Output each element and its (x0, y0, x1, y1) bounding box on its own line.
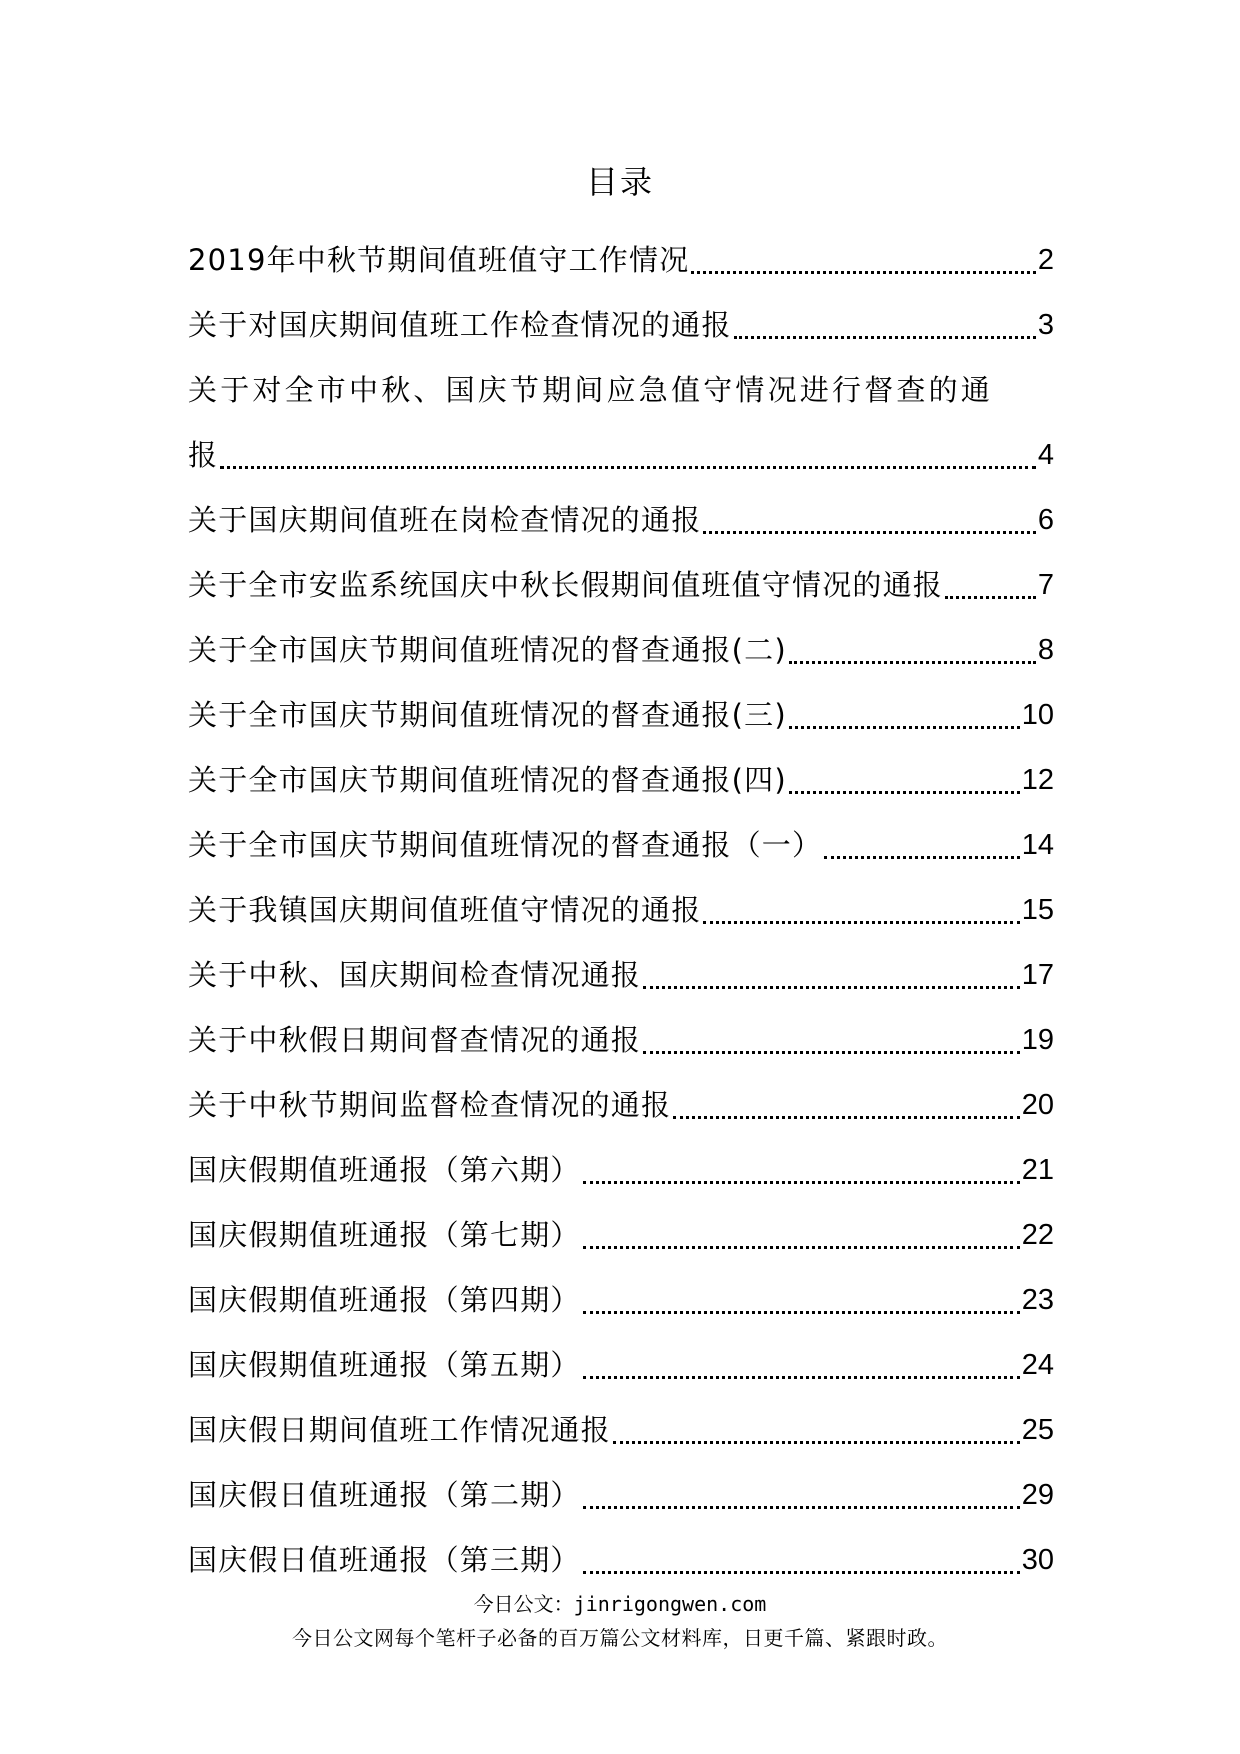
toc-entry[interactable] (188, 800, 1054, 865)
dot-leader (583, 1505, 1020, 1509)
dot-leader (583, 1245, 1020, 1249)
toc-entry-title-line1: 关于对全市中秋、国庆节期间应急值守情况进行督查的通 (188, 373, 994, 407)
toc-entry[interactable] (188, 475, 1054, 540)
toc-entry-page: 15 (1021, 894, 1054, 926)
toc-entry-page: 19 (1021, 1024, 1054, 1056)
toc-entry-page: 17 (1021, 959, 1054, 991)
toc-entry[interactable] (188, 865, 1054, 930)
table-of-contents (188, 226, 1054, 1580)
toc-entry-page: 2 (1037, 244, 1054, 276)
toc-entry-title: 关于全市国庆节期间值班情况的督查通报(二) (188, 633, 787, 667)
toc-entry[interactable] (188, 1255, 1054, 1320)
toc-entry-page: 4 (1037, 439, 1054, 471)
toc-entry[interactable] (188, 995, 1054, 1060)
toc-entry-title: 关于国庆期间值班在岗检查情况的通报 (188, 503, 702, 537)
toc-entry[interactable] (188, 226, 1054, 280)
toc-entry[interactable] (188, 605, 1054, 670)
toc-entry-title: 关于全市安监系统国庆中秋长假期间值班值守情况的通报 (188, 568, 944, 602)
toc-entry[interactable] (188, 1125, 1054, 1190)
toc-entry-title: 国庆假日期间值班工作情况通报 (188, 1413, 611, 1447)
footer-site-link[interactable]: jinrigongwen.com (573, 1592, 767, 1616)
dot-leader (220, 465, 1036, 469)
toc-entry-page: 22 (1021, 1219, 1054, 1251)
toc-entry[interactable] (188, 540, 1054, 605)
toc-entry[interactable] (188, 1385, 1054, 1450)
toc-entry[interactable] (188, 280, 1054, 345)
toc-entry[interactable] (188, 930, 1054, 995)
toc-entry-title: 国庆假日值班通报（第三期） (188, 1543, 581, 1577)
toc-entry-title: 国庆假期值班通报（第五期） (188, 1348, 581, 1382)
toc-entry-page: 20 (1021, 1089, 1054, 1121)
dot-leader (734, 335, 1036, 339)
toc-entry-page: 8 (1037, 634, 1054, 666)
toc-entry-title: 关于全市国庆节期间值班情况的督查通报（一） (188, 828, 823, 862)
toc-entry-page: 29 (1021, 1479, 1054, 1511)
toc-entry-title-line2: 报 (188, 438, 219, 472)
dot-leader (583, 1310, 1020, 1314)
dot-leader (789, 660, 1036, 664)
dot-leader (824, 855, 1020, 859)
toc-entry-title: 国庆假期值班通报（第四期） (188, 1283, 581, 1317)
toc-entry-title: 关于中秋节期间监督检查情况的通报 (188, 1088, 672, 1122)
toc-entry[interactable] (188, 345, 1054, 475)
toc-entry[interactable] (188, 1190, 1054, 1255)
toc-entry[interactable] (188, 735, 1054, 800)
toc-entry-title: 关于全市国庆节期间值班情况的督查通报(四) (188, 763, 787, 797)
toc-title: 目录 (585, 163, 654, 201)
footer-site-line (0, 1590, 1240, 1618)
toc-entry[interactable] (188, 1320, 1054, 1385)
dot-leader (583, 1375, 1020, 1379)
dot-leader (703, 530, 1035, 534)
toc-entry-page: 14 (1021, 829, 1054, 861)
toc-entry[interactable] (188, 1515, 1054, 1580)
toc-entry-title: 关于中秋假日期间督查情况的通报 (188, 1023, 642, 1057)
dot-leader (789, 725, 1020, 729)
toc-entry-page: 30 (1021, 1544, 1054, 1576)
dot-leader (583, 1180, 1020, 1184)
toc-entry-page: 7 (1037, 569, 1054, 601)
footer-tagline: 今日公文网每个笔杆子必备的百万篇公文材料库，日更千篇、紧跟时政。 (292, 1626, 948, 1650)
dot-leader (945, 595, 1036, 599)
toc-entry-page: 25 (1021, 1414, 1054, 1446)
toc-entry-title: 国庆假期值班通报（第六期） (188, 1153, 581, 1187)
toc-entry-title: 关于全市国庆节期间值班情况的督查通报(三) (188, 698, 787, 732)
toc-entry-title: 国庆假日值班通报（第二期） (188, 1478, 581, 1512)
toc-entry-title: 国庆假期值班通报（第七期） (188, 1218, 581, 1252)
toc-entry-page: 12 (1021, 764, 1054, 796)
toc-entry-title: 2019年中秋节期间值班值守工作情况 (188, 243, 690, 277)
toc-entry-title: 关于对国庆期间值班工作检查情况的通报 (188, 308, 732, 342)
dot-leader (691, 270, 1035, 274)
toc-entry-page: 24 (1021, 1349, 1054, 1381)
toc-entry-page: 21 (1021, 1154, 1054, 1186)
toc-entry[interactable] (188, 1450, 1054, 1515)
toc-entry-page: 23 (1021, 1284, 1054, 1316)
dot-leader (613, 1440, 1020, 1444)
toc-entry-title: 关于我镇国庆期间值班值守情况的通报 (188, 893, 702, 927)
dot-leader (643, 1050, 1020, 1054)
toc-entry[interactable] (188, 670, 1054, 735)
dot-leader (643, 985, 1020, 989)
dot-leader (583, 1570, 1020, 1574)
toc-entry-title: 关于中秋、国庆期间检查情况通报 (188, 958, 642, 992)
toc-entry-page: 3 (1037, 309, 1054, 341)
dot-leader (703, 920, 1019, 924)
dot-leader (789, 790, 1020, 794)
toc-entry[interactable] (188, 1060, 1054, 1125)
footer-label: 今日公文： (473, 1592, 574, 1616)
toc-entry-page: 10 (1021, 699, 1054, 731)
dot-leader (673, 1115, 1020, 1119)
toc-entry-page: 6 (1037, 504, 1054, 536)
